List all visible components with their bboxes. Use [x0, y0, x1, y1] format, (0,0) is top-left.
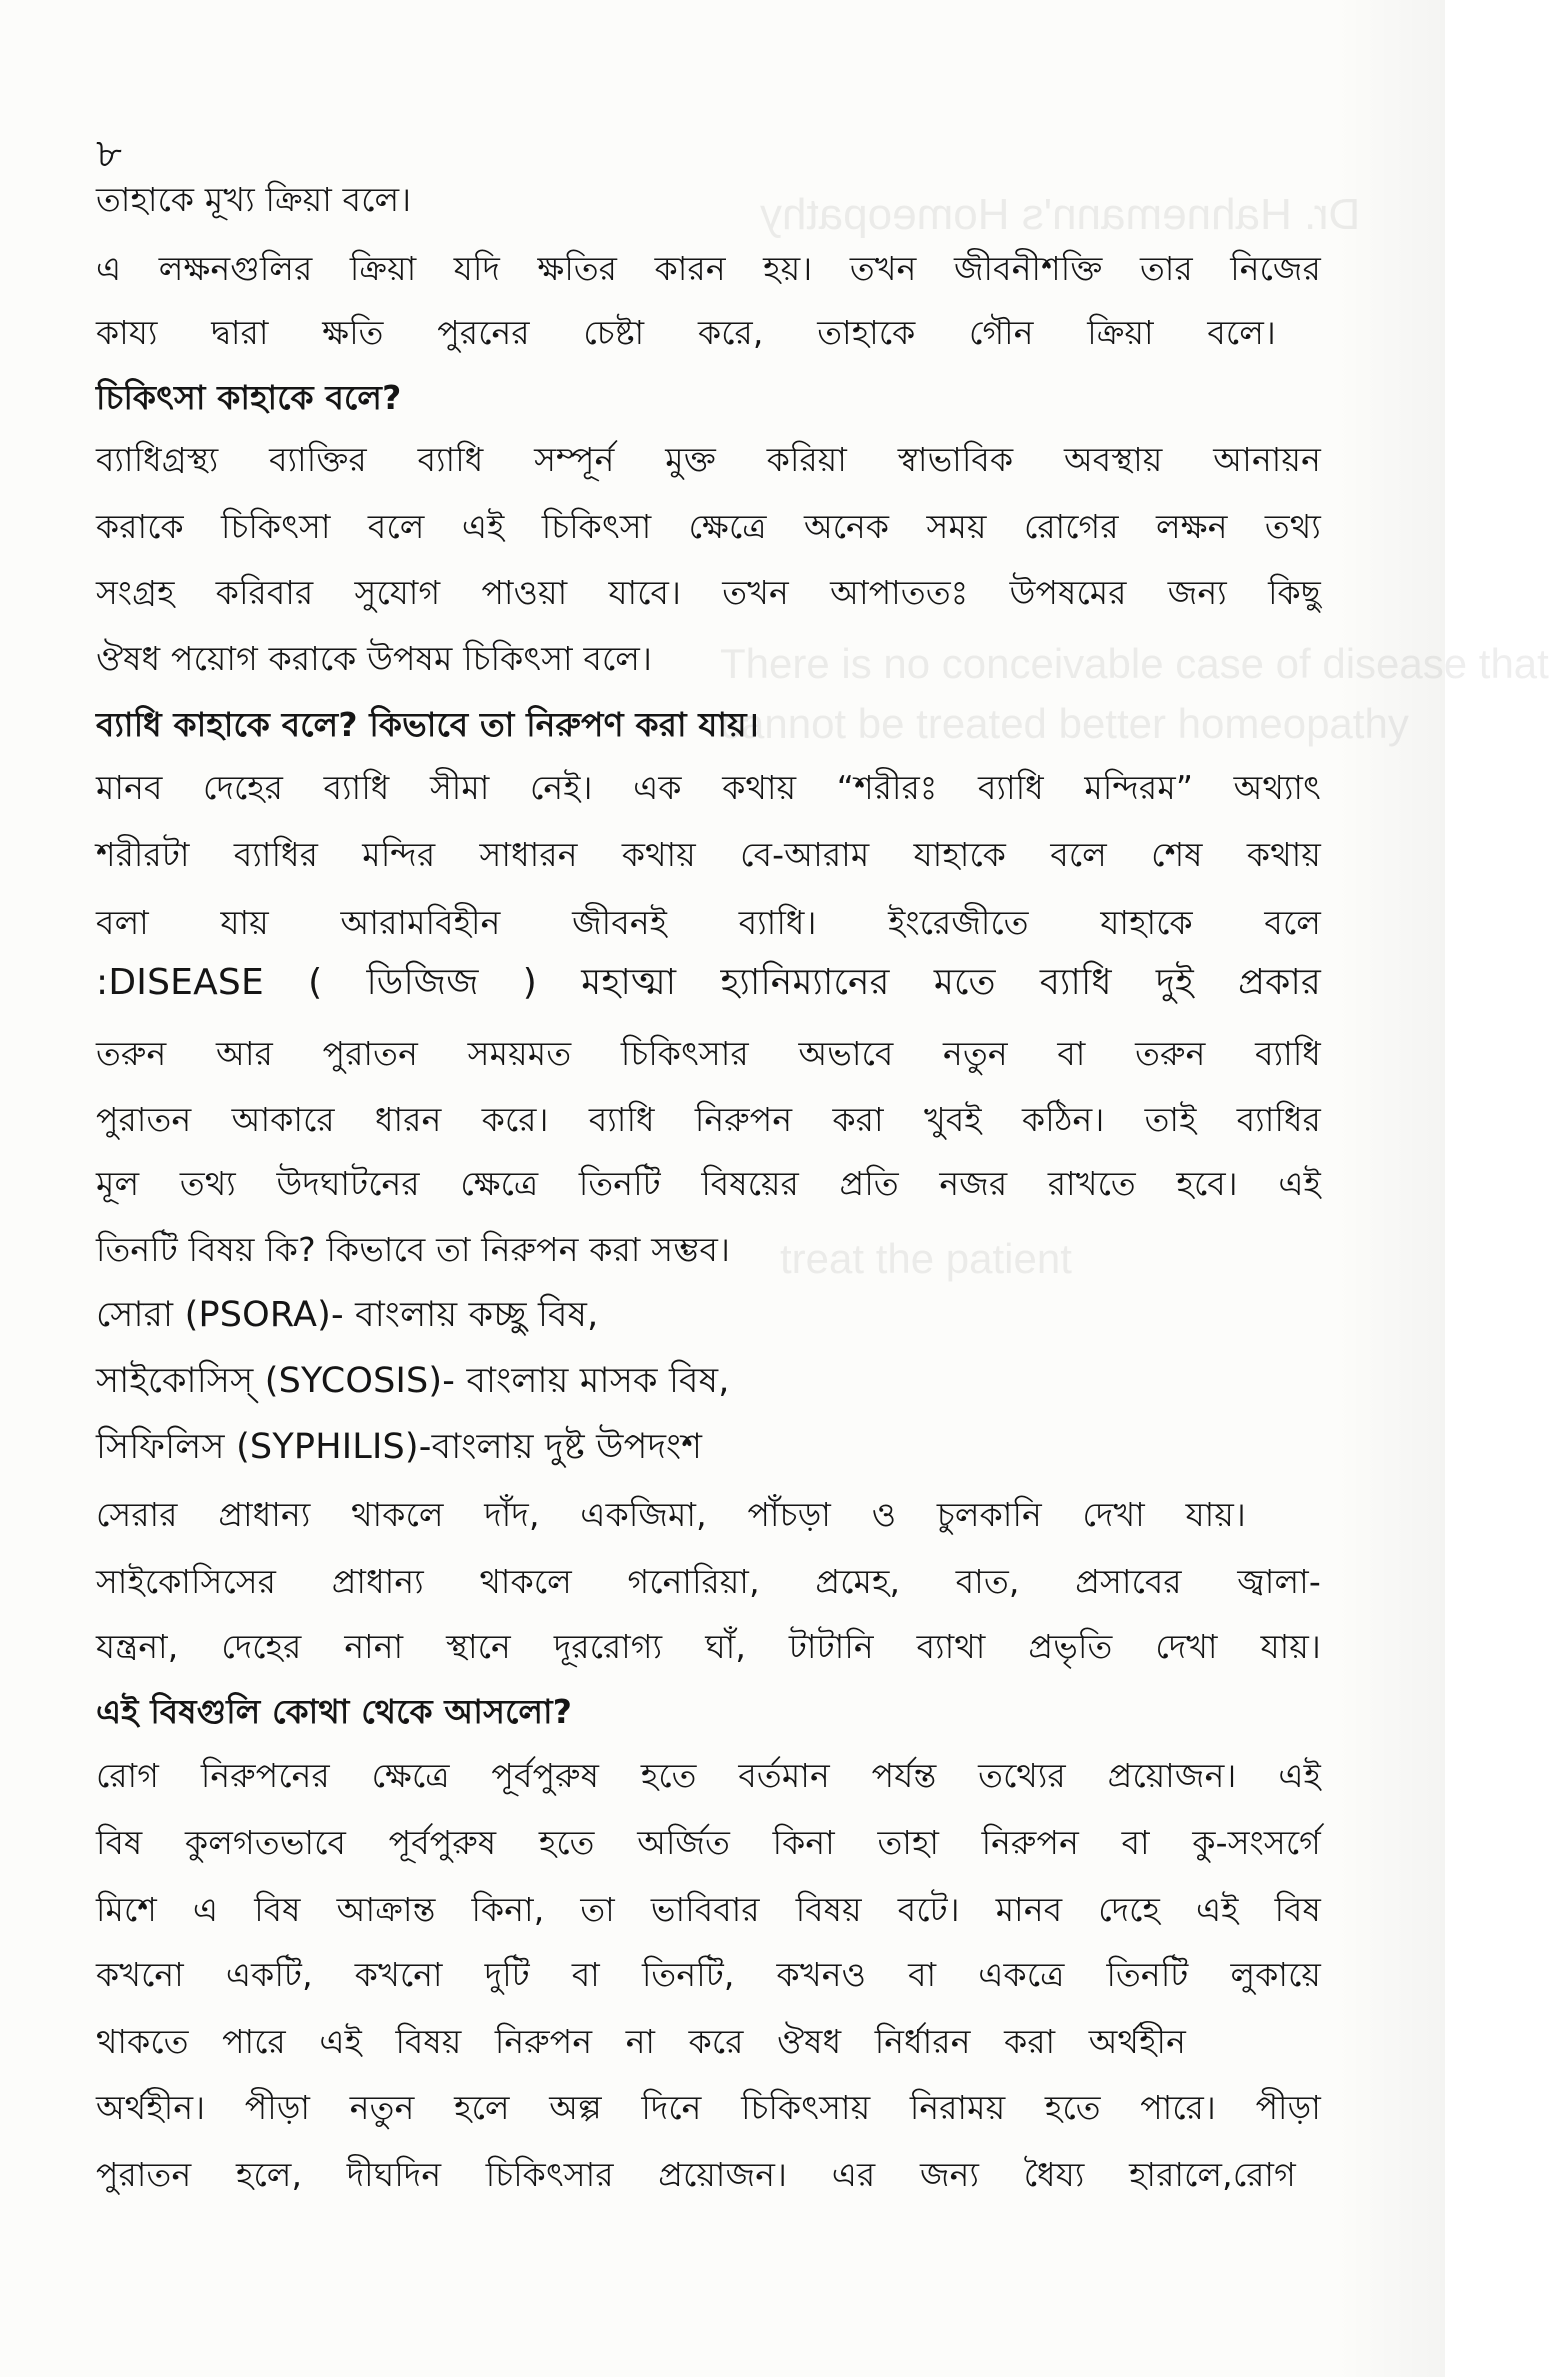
section-heading: চিকিৎসা কাহাকে বলে?: [96, 378, 402, 417]
text-line: :DISEASE ( ডিজিজ ) মহাত্মা হ্যানিম্যানের মতে ব্যাধি দুই প্রকার: [96, 962, 1321, 1003]
text-line: মূল তথ্য উদঘাটনের ক্ষেত্রে তিনটি বিষয়ের প্রতি নজর রাখতে হবে। এই: [96, 1164, 1321, 1203]
text-line: শরীরটা ব্যাধির মন্দির সাধারন কথায় বে-আরাম যাহাকে বলে শেষ কথায়: [96, 835, 1321, 874]
text-line: এ লক্ষনগুলির ক্রিয়া যদি ক্ষতির কারন হয়। তখন জীবনীশক্তি তার নিজের: [96, 249, 1321, 288]
bleed-through-text: treat the patient: [780, 1235, 1072, 1282]
section-heading: ব্যাধি কাহাকে বলে? কিভাবে তা নিরুপণ করা যায়।: [96, 705, 759, 744]
page-number: ৮: [96, 131, 122, 177]
text-line: মিশে এ বিষ আক্রান্ত কিনা, তা ভাবিবার বিষয় বটে। মানব দেহে এই বিষ: [96, 1890, 1321, 1929]
text-line: মানব দেহের ব্যাধি সীমা নেই। এক কথায় “শরীরঃ ব্যাধি মন্দিরম” অথ্যাৎ: [96, 768, 1321, 807]
text-line: তরুন আর পুরাতন সময়মত চিকিৎসার অভাবে নতুন বা তরুন ব্যাধি: [96, 1034, 1321, 1073]
text-line: সিফিলিস (SYPHILIS)-বাংলায় দুষ্ট উপদংশ: [96, 1427, 703, 1467]
text-line: সেরার প্রাধান্য থাকলে দাঁদ, একজিমা, পাঁচড়া ও চুলকানি দেখা যায়।: [96, 1495, 1246, 1534]
text-line: বলা যায় আরামবিহীন জীবনই ব্যাধি। ইংরেজীতে যাহাকে বলে: [96, 903, 1321, 942]
bleed-through-text: There is no conceivable case of disease that: [720, 640, 1549, 687]
text-line: তিনটি বিষয় কি? কিভাবে তা নিরুপন করা সম্ভব।: [96, 1230, 731, 1269]
text-line: তাহাকে মূখ্য ক্রিয়া বলে।: [96, 180, 412, 219]
text-line: বিষ কুলগতভাবে পূর্বপুরুষ হতে অর্জিত কিনা তাহা নিরুপন বা কু-সংসর্গে: [96, 1823, 1321, 1862]
text-line: থাকতে পারে এই বিষয় নিরুপন না করে ঔষধ নির্ধারন করা অর্থহীন: [96, 2022, 1186, 2061]
text-line: সাইকোসিসের প্রাধান্য থাকলে গনোরিয়া, প্রমেহ, বাত, প্রসাবের জ্বালা-: [96, 1562, 1321, 1601]
text-line: পুরাতন হলে, দীঘদিন চিকিৎসার প্রয়োজন। এর জন্য ধৈয্য হারালে,রোগ: [96, 2155, 1296, 2194]
page-edge-shadow: [1335, 0, 1445, 2377]
bleed-through-text: Dr. Hahnemann's Homeopathy: [760, 190, 1361, 239]
text-line: অর্থহীন। পীড়া নতুন হলে অল্প দিনে চিকিৎসায় নিরাময় হতে পারে। পীড়া: [96, 2088, 1321, 2127]
text-line: করাকে চিকিৎসা বলে এই চিকিৎসা ক্ষেত্রে অনেক সময় রোগের লক্ষন তথ্য: [96, 507, 1321, 546]
text-line: কায্য দ্বারা ক্ষতি পুরনের চেষ্টা করে, তাহাকে গৌন ক্রিয়া বলে।: [96, 313, 1276, 352]
text-line: সংগ্রহ করিবার সুযোগ পাওয়া যাবে। তখন আপাততঃ উপষমের জন্য কিছু: [96, 573, 1321, 612]
section-heading: এই বিষগুলি কোথা থেকে আসলো?: [96, 1692, 573, 1731]
text-line: পুরাতন আকারে ধারন করে। ব্যাধি নিরুপন করা খুবই কঠিন। তাই ব্যাধির: [96, 1100, 1321, 1139]
text-line: ঔষধ পয়োগ করাকে উপষম চিকিৎসা বলে।: [96, 639, 653, 678]
text-line: রোগ নিরুপনের ক্ষেত্রে পূর্বপুরুষ হতে বর্তমান পর্যন্ত তথ্যের প্রয়োজন। এই: [96, 1756, 1321, 1795]
text-line: সাইকোসিস্ (SYCOSIS)- বাংলায় মাসক বিষ,: [96, 1361, 730, 1401]
text-line: সোরা (PSORA)- বাংলায় কচ্ছু বিষ,: [96, 1295, 599, 1335]
text-line: কখনো একটি, কখনো দুটি বা তিনটি, কখনও বা একত্রে তিনটি লুকায়ে: [96, 1955, 1321, 1994]
text-line: ব্যাধিগ্রস্থ্য ব্যাক্তির ব্যাধি সম্পূর্ন মুক্ত করিয়া স্বাভাবিক অবস্থায় আনায়ন: [96, 440, 1321, 479]
text-line: যন্ত্রনা, দেহের নানা স্থানে দূররোগ্য ঘাঁ, টাটানি ব্যাথা প্রভৃতি দেখা যায়।: [96, 1627, 1321, 1666]
bleed-through-text: cannot be treated better homeopathy: [720, 700, 1409, 747]
